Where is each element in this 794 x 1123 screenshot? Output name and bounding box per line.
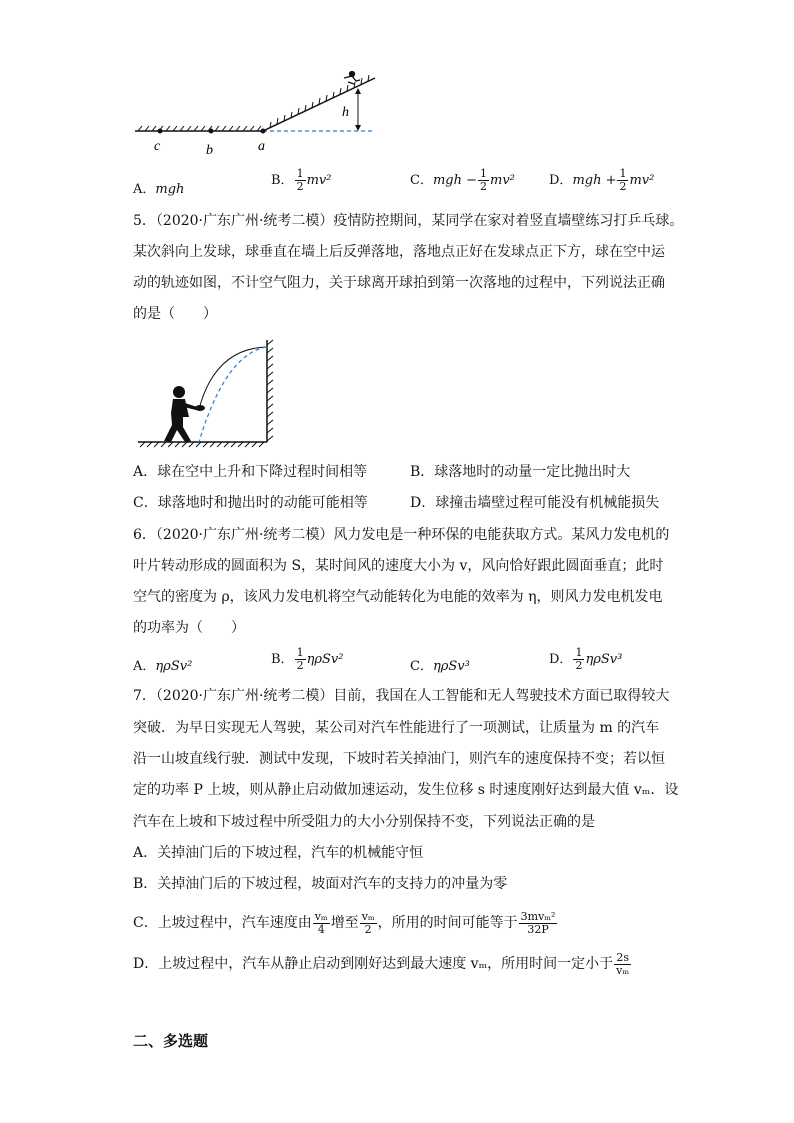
outgoing-trajectory — [199, 347, 266, 409]
q6-option-b[interactable]: B． $\frac{1}{2}$ ηρSv² — [271, 646, 344, 672]
fraction-time: $\frac{\text{3mvₘ²}}{32P}$ — [520, 909, 556, 936]
q6-option-d[interactable]: D． $\frac{1}{2}$ ηρSv³ — [549, 646, 623, 672]
fraction-vm-over-4: $\frac{\text{vₘ}}{4}$ — [314, 909, 328, 936]
half-fraction: $\frac{1}{2}$ — [575, 646, 583, 672]
q7-option-c[interactable]: C．上坡过程中，汽车速度由 $\frac{\text{vₘ}}{4}$ 增至 $\frac{\text{vₘ}}{2}$ ，所用的时间可能等于 $\frac{\text{3mvₘ²}}{32P}$ — [133, 909, 556, 936]
incline-figure — [130, 66, 390, 156]
q7-option-a[interactable]: A．关掉油门后的下坡过程，汽车的机械能守恒 — [133, 845, 424, 861]
q6-text-line: 的功率为（ ） — [133, 620, 245, 636]
q7-text-line: 定的功率 P 上坡，则从静止启动做加速运动，发生位移 s 时速度刚好达到最大值 vₘ．设 — [133, 782, 679, 798]
q7-text-line: 沿一山坡直线行驶．测试中发现，下坡时若关掉油门，则汽车的速度保持不变；若以恒 — [133, 751, 665, 767]
label-a: a — [258, 139, 265, 154]
q5-option-b[interactable]: B．球落地时的动量一定比抛出时大 — [410, 464, 631, 480]
half-fraction: $\frac{1}{2}$ — [296, 646, 304, 672]
section-heading: 二、多选题 — [133, 1032, 209, 1050]
q4-option-a[interactable]: A．mgh — [133, 182, 185, 197]
q5-option-c[interactable]: C．球落地时和抛出时的动能可能相等 — [133, 495, 368, 511]
q6-text-line: 空气的密度为 ρ，该风力发电机将空气动能转化为电能的效率为 η，则风力发电机发电 — [133, 589, 663, 605]
q6-option-c[interactable]: C．ηρSv³ — [410, 659, 470, 674]
q7-option-d[interactable]: D．上坡过程中，汽车从静止启动到刚好达到最大速度 vₘ，所用时间一定小于 $\frac{2s}{\text{vₘ}}$ — [133, 950, 630, 977]
skier-icon — [344, 72, 360, 85]
q5-option-a[interactable]: A．球在空中上升和下降过程时间相等 — [133, 464, 368, 480]
q6-option-a[interactable]: A．ηρSv² — [133, 659, 193, 674]
q7-text-line: 7．（2020·广东广州·统考二模）目前，我国在人工智能和无人驾驶技术方面已取得较大 — [133, 688, 670, 704]
player-icon — [164, 386, 205, 442]
half-fraction: $\frac{1}{2}$ — [619, 167, 627, 193]
q5-text-line: 的是（ ） — [133, 306, 217, 322]
fraction-2s-over-vm: $\frac{2s}{\text{vₘ}}$ — [616, 950, 630, 977]
wall-hatch — [267, 340, 273, 441]
q7-text-line: 汽车在上坡和下坡过程中所受阻力的大小分别保持不变，下列说法正确的是 — [133, 814, 595, 830]
q7-option-b[interactable]: B．关掉油门后的下坡过程，坡面对汽车的支持力的冲量为零 — [133, 876, 508, 892]
label-b: b — [206, 143, 213, 156]
label-h: h — [342, 105, 349, 120]
q7-text-line: 突破．为早日实现无人驾驶，某公司对汽车性能进行了一项测试，让质量为 m 的汽车 — [133, 720, 660, 736]
q4-option-b[interactable]: B． $\frac{1}{2}$ mv² — [271, 167, 332, 193]
label-c: c — [154, 139, 161, 154]
q4-option-d[interactable]: D．mgh + $\frac{1}{2}$ mv² — [549, 167, 655, 193]
q5-option-d[interactable]: D．球撞击墙壁过程可能没有机械能损失 — [410, 495, 660, 511]
fraction-vm-over-2: $\frac{\text{vₘ}}{2}$ — [361, 909, 375, 936]
half-fraction: $\frac{1}{2}$ — [480, 167, 487, 193]
q5-text-line: 5．（2020·广东广州·统考二模）疫情防控期间，某同学在家对着竖直墙壁练习打乒乓球。 — [133, 213, 684, 229]
point-b — [209, 129, 214, 134]
pingpong-figure — [135, 335, 285, 450]
q6-text-line: 叶片转动形成的圆面积为 S，某时间风的速度大小为 v，风向恰好跟此圆面垂直；此时 — [133, 558, 664, 574]
q6-text-line: 6．（2020·广东广州·统考二模）风力发电是一种环保的电能获取方式。某风力发电机的 — [133, 527, 670, 543]
point-c — [158, 129, 163, 134]
rebound-trajectory — [199, 347, 266, 442]
q5-text-line: 某次斜向上发球，球垂直在墙上后反弹落地，落地点正好在发球点正下方，球在空中运 — [133, 244, 665, 260]
q5-text-line: 动的轨迹如图，不计空气阻力，关于球离开球拍到第一次落地的过程中，下列说法正确 — [133, 275, 665, 291]
q4-option-c[interactable]: C．mgh − $\frac{1}{2}$ mv² — [410, 167, 515, 193]
point-a — [261, 129, 266, 134]
half-fraction: $\frac{1}{2}$ — [296, 167, 304, 193]
